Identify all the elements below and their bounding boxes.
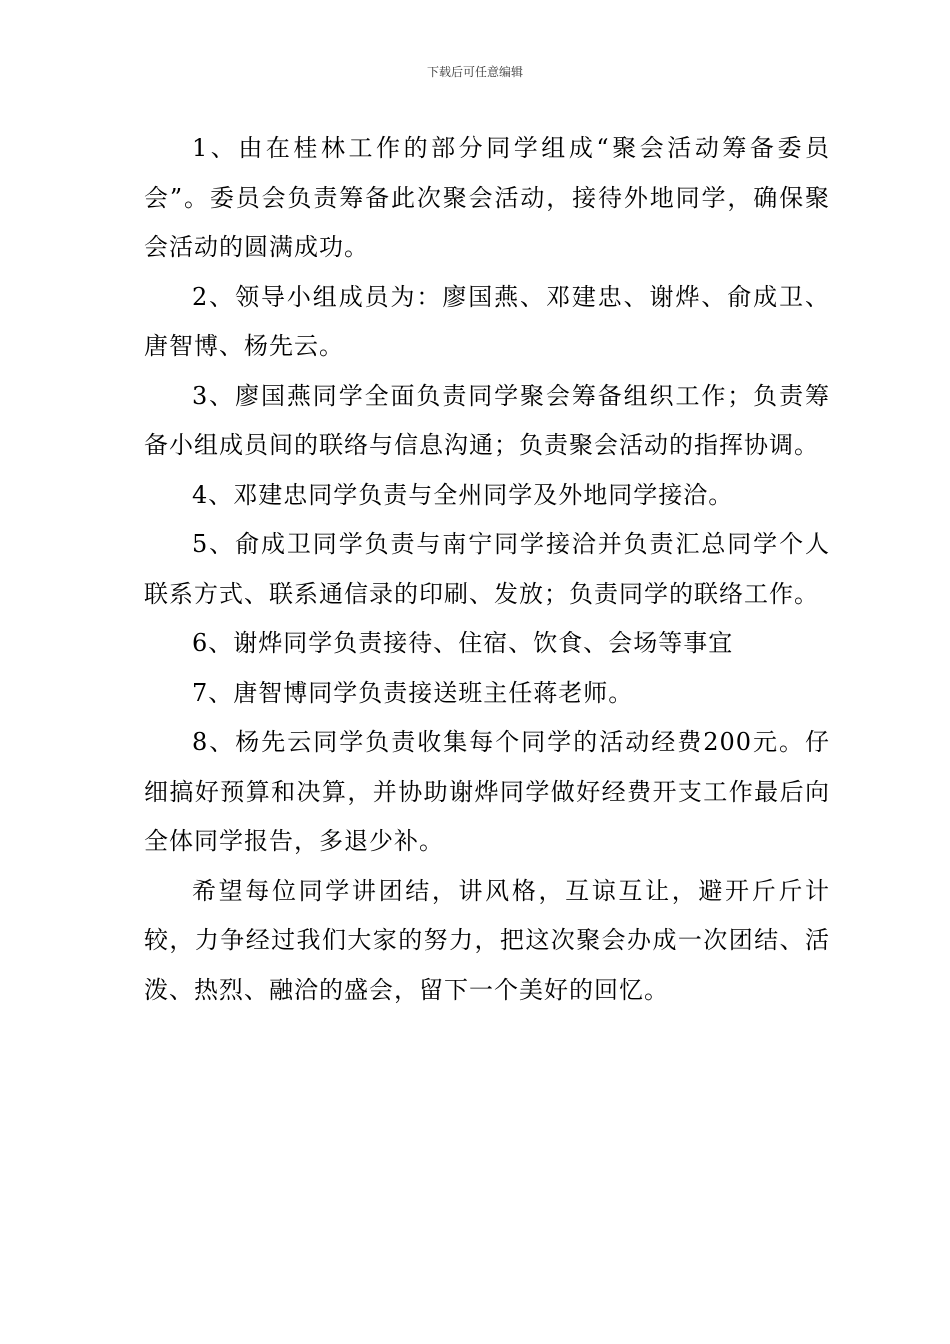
paragraph-item-8: 8、杨先云同学负责收集每个同学的活动经费200元。仔细搞好预算和决算，并协助谢烨同学做好经费开支工作最后向全体同学报告，多退少补。: [144, 728, 830, 855]
paragraph-item-7: 7、唐智博同学负责接送班主任蒋老师。: [192, 678, 634, 707]
paragraph-item-4: 4、邓建忠同学负责与全州同学及外地同学接洽。: [192, 480, 734, 509]
document-body: [144, 124, 830, 1015]
paragraph-item-6: 6、谢烨同学负责接待、住宿、饮食、会场等事宜: [192, 629, 734, 657]
page-header-note: 下载后可任意编辑: [426, 65, 523, 79]
paragraph-item-2: 2、领导小组成员为：廖国燕、邓建忠、谢烨、俞成卫、唐智博、杨先云。: [144, 282, 830, 360]
closing-paragraph: 希望每位同学讲团结，讲风格，互谅互让，避开斤斤计较，力争经过我们大家的努力，把这次聚会办成一次团结、活泼、热烈、融洽的盛会，留下一个美好的回忆。: [144, 876, 830, 1004]
paragraph-item-5: 5、俞成卫同学负责与南宁同学接洽并负责汇总同学个人联系方式、联系通信录的印刷、发放；负责同学的联络工作。: [144, 530, 830, 608]
paragraph-item-1: 1、由在桂林工作的部分同学组成“聚会活动筹备委员会”。委员会负责筹备此次聚会活动，接待外地同学，确保聚会活动的圆满成功。: [144, 134, 830, 261]
paragraph-item-3: 3、廖国燕同学全面负责同学聚会筹备组织工作；负责筹备小组成员间的联络与信息沟通；负责聚会活动的指挥协调。: [144, 381, 830, 459]
